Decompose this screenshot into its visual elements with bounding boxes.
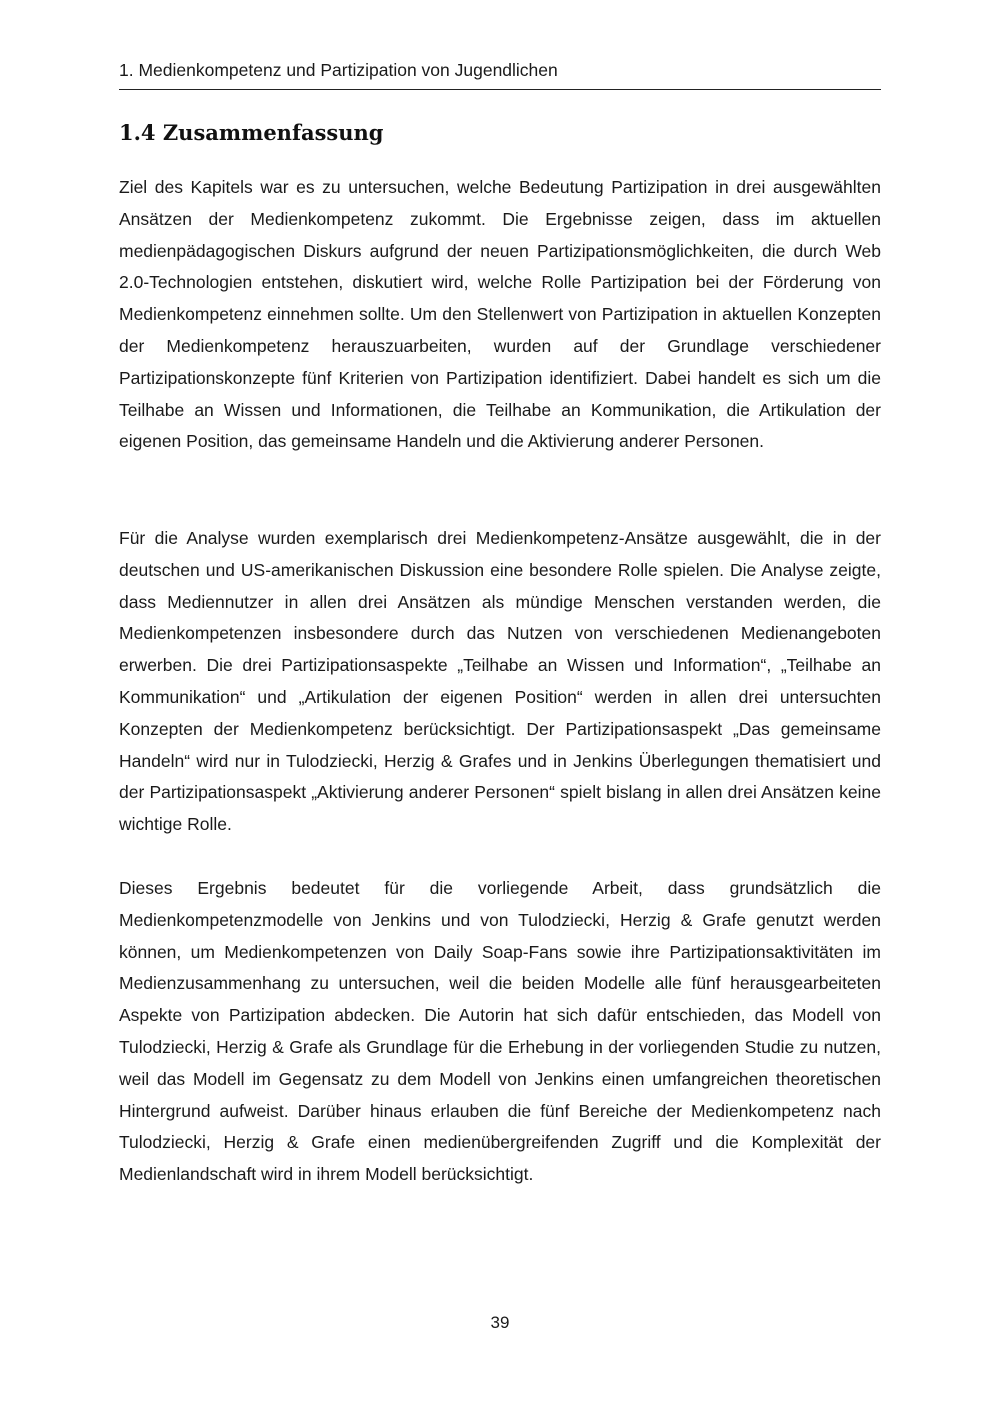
page-number: 39 — [490, 1313, 510, 1332]
header-divider — [119, 89, 881, 90]
running-header: 1. Medienkompetenz und Partizipation von Jugendlichen — [119, 60, 558, 80]
body-paragraph-2: Für die Analyse wurden exemplarisch drei Medienkompetenz-Ansätze ausgewählt, die in der deutschen und US-amerikanischen Diskussion eine besondere Rolle spielen. Die Analyse zeigte, dass Mediennutzer in allen drei Ansätzen als mündige Menschen verstanden werden, die Medienkompetenzen insbesondere durch das Nutzen von verschiedenen Medienangeboten erwerben. Die drei Partizipationsaspekte „Teilhabe an Wissen und Information“, „Teilhabe an Kommunikation“ und „Artikulation der eigenen Position“ werden in allen drei untersuchten Konzepten der Medienkompetenz berücksichtigt. Der Partizipationsaspekt „Das gemeinsame Handeln“ wird nur in Tulodziecki, Herzig & Grafes und in Jenkins Überlegungen thematisiert und der Partizipationsaspekt „Aktivierung anderer Personen“ spielt bislang in allen drei Ansätzen keine wichtige Rolle. — [119, 528, 881, 835]
body-paragraph-3: Dieses Ergebnis bedeutet für die vorliegende Arbeit, dass grundsätzlich die Medienkompetenzmodelle von Jenkins und von Tulodziecki, Herzig & Grafe genutzt werden können, um Medienkompetenzen von Daily Soap-Fans sowie ihre Partizipationsaktivitäten im Medienzusammenhang zu untersuchen, weil die beiden Modelle alle fünf herausgearbeiteten Aspekte von Partizipation abdecken. Die Autorin hat sich dafür entschieden, das Modell von Tulodziecki, Herzig & Grafe als Grundlage für die Erhebung in der vorliegenden Studie zu nutzen, weil das Modell im Gegensatz zu dem Modell von Jenkins einen umfangreichen theoretischen Hintergrund aufweist. Darüber hinaus erlauben die fünf Bereiche der Medienkompetenz nach Tulodziecki, Herzig & Grafe einen medienübergreifenden Zugriff und die Komplexität der Medienlandschaft wird in ihrem Modell berücksichtigt. — [119, 878, 881, 1185]
section-heading: 1.4 Zusammenfassung — [119, 120, 384, 145]
body-paragraph-1: Ziel des Kapitels war es zu untersuchen, welche Bedeutung Partizipation in drei ausgewählten Ansätzen der Medienkompetenz zukommt. Die Ergebnisse zeigen, dass im aktuellen medienpädagogischen Diskurs aufgrund der neuen Partizipationsmöglichkeiten, die durch Web 2.0-Technologien entstehen, diskutiert wird, welche Rolle Partizipation bei der Förderung von Medienkompetenz einnehmen sollte. Um den Stellenwert von Partizipation in aktuellen Konzepten der Medienkompetenz herauszuarbeiten, wurden auf der Grundlage verschiedener Partizipationskonzepte fünf Kriterien von Partizipation identifiziert. Dabei handelt es sich um die Teilhabe an Wissen und Informationen, die Teilhabe an Kommunikation, die Artikulation der eigenen Position, das gemeinsame Handeln und die Aktivierung anderer Personen. — [119, 177, 881, 452]
